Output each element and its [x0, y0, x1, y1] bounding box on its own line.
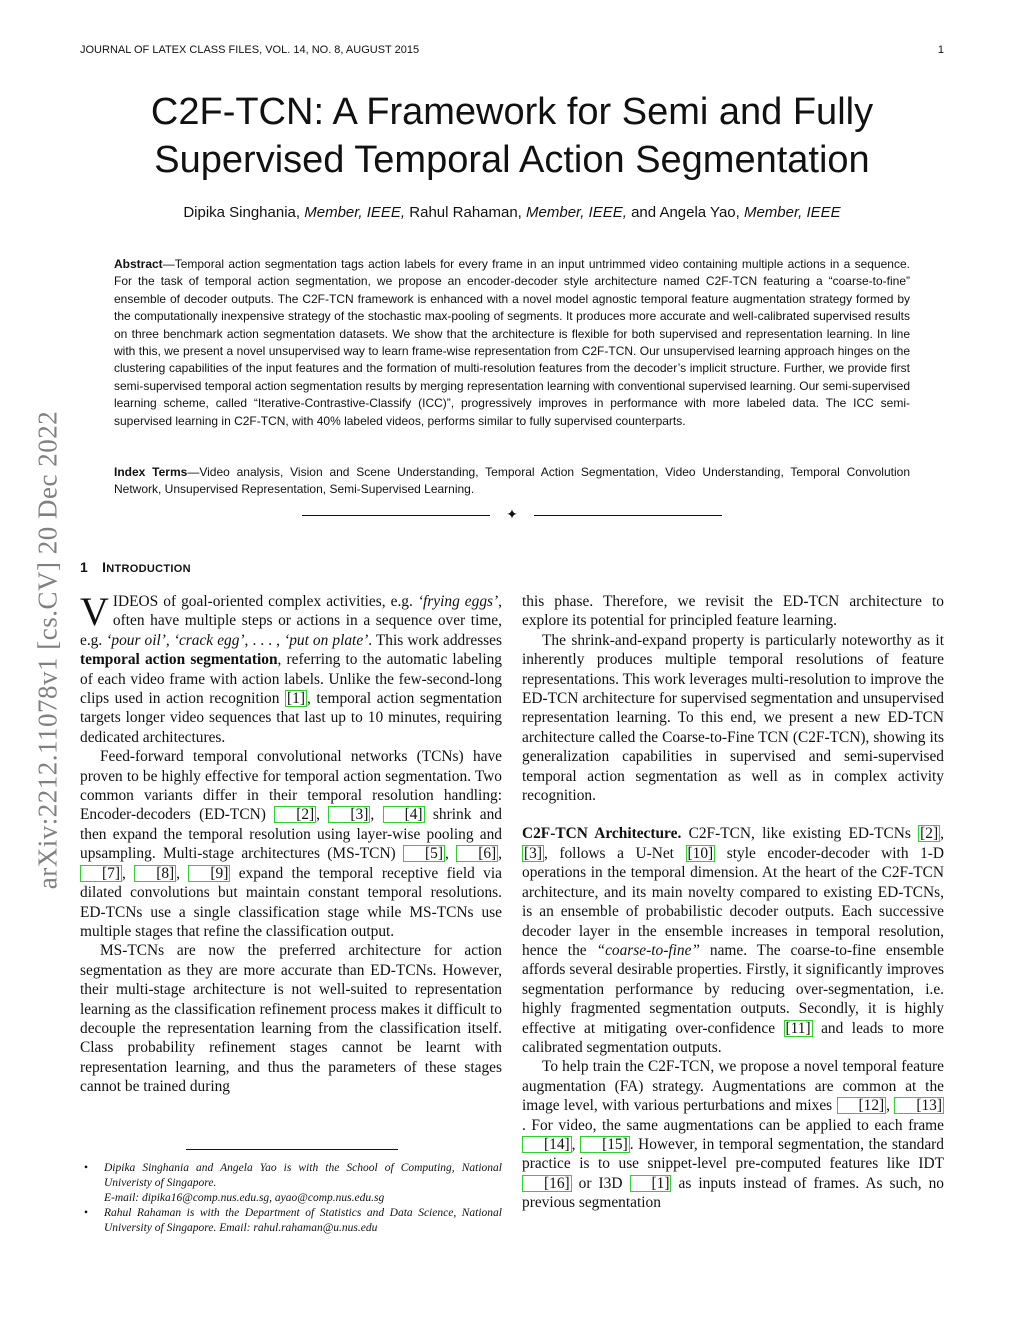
- author-list: [60, 204, 964, 221]
- citation-link[interactable]: [9]: [188, 865, 230, 882]
- footnotes: [80, 1161, 502, 1236]
- paragraph: The shrink-and-expand property is particularly noteworthy as it inherently produces multiple temporal resolutions of feature representations. This work leverages multi-resolution to improve the ED-TCN architecture for supervised segmentation and unsupervised representation learning. To this end, we present a new ED-TCN architecture called the Coarse-to-Fine TCN (C2F-TCN), showing its generalization capabilities in supervised and semi-supervised temporal action segmentation as well as in complex activity recognition.: [522, 631, 945, 805]
- citation-link[interactable]: [13]: [894, 1097, 944, 1114]
- citation-link[interactable]: [12]: [837, 1097, 887, 1114]
- journal-title: JOURNAL OF LATEX CLASS FILES, VOL. 14, NO. 8, AUGUST 2015: [80, 44, 420, 56]
- arxiv-stamp[interactable]: arXiv:2212.11078v1 [cs.CV] 20 Dec 2022: [32, 410, 63, 890]
- citation-link[interactable]: [3]: [524, 844, 542, 862]
- footnote-email-1[interactable]: E-mail: dipika16@comp.nus.edu.sg, ayao@comp.nus.edu.sg: [104, 1192, 385, 1204]
- citation-link[interactable]: [3]: [328, 806, 370, 823]
- footnote-affiliation-1: Dipika Singhania and Angela Yao is with the School of Computing, National Univeristy of Singapore.: [104, 1162, 502, 1189]
- citation-link[interactable]: [15]: [580, 1136, 630, 1153]
- citation-link[interactable]: [14]: [522, 1136, 572, 1153]
- title-line-2: Supervised Temporal Action Segmentation: [154, 139, 870, 181]
- footnote-rule: [186, 1149, 398, 1150]
- section-heading-introduction: [80, 559, 191, 575]
- paper-title: [60, 88, 964, 184]
- footnote-item: [80, 1206, 502, 1236]
- index-terms: [114, 464, 910, 499]
- abstract-label: Abstract: [114, 257, 163, 271]
- paragraph: this phase. Therefore, we revisit the ED-TCN architecture to explore its potential for principled feature learning.: [522, 593, 944, 630]
- divider-diamond-icon: ✦: [506, 508, 518, 523]
- drop-cap: V: [80, 589, 109, 634]
- abstract-text: —Temporal action segmentation tags action labels for every frame in an input untrimmed video containing multiple actions in a sequence. For the task of temporal action segmentation, we propose an encoder-decoder style architecture named C2F-TCN featuring a “coarse-to-fine” ensemble of decoder outputs. The C2F-TCN framework is enhanced with a novel model agnostic temporal feature augmentation strategy formed by the computationally inexpensive strategy of the stochastic max-pooling of segments. It produces more accurate and well-calibrated supervised results on three benchmark action segmentation datasets. We show that the architecture is flexible for both supervised and representation learning. In line with this, we present a novel unsupervised way to learn frame-wise representation from C2F-TCN. Our unsupervised learning approach hinges on the clustering capabilities of the input features and the formation of multi-resolution features from the decoder’s implicit structure. Further, we provide first semi-supervised temporal action segmentation results by merging representation learning with conventional supervised learning. Our semi-supervised learning scheme, called “Iterative-Contrastive-Classify (ICC)”, progressively improves in performance with more labeled data. The ICC semi-supervised learning in C2F-TCN, with 40% labeled videos, performs similar to fully supervised counterparts.: [114, 257, 910, 428]
- citation-link[interactable]: [4]: [383, 806, 425, 823]
- section-divider: [302, 508, 722, 524]
- abstract: [114, 256, 910, 430]
- citation-link[interactable]: [10]: [687, 844, 714, 862]
- citation-link[interactable]: [2]: [274, 806, 316, 823]
- author-3-role: Member, IEEE: [743, 204, 841, 221]
- left-column: [80, 589, 503, 1097]
- index-terms-label: Index Terms: [114, 465, 188, 479]
- citation-link[interactable]: [5]: [403, 845, 445, 862]
- paragraph: MS-TCNs are now the preferred architecture for action segmentation as they are more accurate than ED-TCNs. However, their multi-stage architecture is not well-suited to representation learning as the classification refinement process makes it difficult to decouple the representation learning from the classification itself. Class probability refinement stages cannot be learnt with representation learning, and thus the parameters of these stages cannot be trained during: [80, 942, 502, 1096]
- index-terms-text: —Video analysis, Vision and Scene Understanding, Temporal Action Segmentation, Video Understanding, Temporal Convolution Network, Unsupervised Representation, Semi-Supervised Learning.: [114, 465, 910, 497]
- author-2: Rahul Rahaman,: [409, 204, 522, 221]
- citation-link[interactable]: [11]: [785, 1019, 811, 1037]
- section-number: 1: [80, 559, 89, 575]
- citation-link[interactable]: [6]: [456, 845, 498, 862]
- section-title-rest: NTRODUCTION: [106, 563, 191, 575]
- footnote-item: [80, 1161, 502, 1206]
- citation-link[interactable]: [1]: [630, 1175, 672, 1192]
- paragraph: VIDEOS of goal-oriented complex activities, e.g. ‘frying eggs’, often have multiple steps or actions in a sequence over time, e.g. ‘pour oil’, ‘crack egg’, . . . , ‘put on plate’. This work addresses temporal action segmentation, referring to the automatic labeling of each video frame with action labels. Unlike the few-second-long clips used in action recognition [1] , temporal action segmentation targets longer video sequences that last up to 10 minutes, requiring dedicated architectures.: [80, 589, 503, 746]
- right-column: [522, 592, 944, 1213]
- citation-link[interactable]: [16]: [522, 1175, 572, 1192]
- running-header: [80, 44, 944, 62]
- author-1-role: Member, IEEE,: [304, 204, 406, 221]
- arxiv-sidebar: [28, 350, 68, 950]
- author-3: and Angela Yao,: [631, 204, 740, 221]
- paragraph-gap: [522, 805, 944, 824]
- citation-link[interactable]: [2]: [920, 825, 939, 843]
- page-number: 1: [937, 44, 944, 56]
- divider-line-right: [534, 515, 722, 516]
- footnote-affiliation-2[interactable]: Rahul Rahaman is with the Department of Statistics and Data Science, National University of Singapore. Email: rahul.rahaman@u.nus.edu: [104, 1207, 502, 1234]
- author-2-role: Member, IEEE,: [526, 204, 627, 221]
- author-1: Dipika Singhania,: [183, 204, 301, 221]
- run-in-heading: C2F-TCN Architecture.: [522, 825, 682, 843]
- citation-link[interactable]: [8]: [134, 865, 176, 882]
- bullet-icon: •: [84, 1207, 89, 1219]
- citation-link[interactable]: [1]: [287, 690, 305, 708]
- bullet-icon: •: [84, 1162, 89, 1174]
- section-first-letter: I: [102, 559, 107, 575]
- paragraph: C2F-TCN Architecture. C2F-TCN, like existing ED-TCNs [2] , [3] , follows a U-Net [10] style encoder-decoder with 1-D operations in the temporal dimension. At the heart of the C2F-TCN architecture, and its main novelty compared to existing ED-TCNs, is an ensemble of probabilistic decoder outputs. Each successive decoder layer in the ensemble increases in temporal resolution, hence the “coarse-to-fine” name. The coarse-to-fine ensemble affords several desirable properties. Firstly, it significantly improves segmentation performance by reducing over-segmentation, i.e. highly fragmented segmentation outputs. Secondly, it is highly effective at mitigating over-confidence [11] and leads to more calibrated segmentation outputs.: [522, 825, 945, 1056]
- paragraph: Feed-forward temporal convolutional networks (TCNs) have proven to be highly effective for temporal action segmentation. Two common variants differ in their temporal resolution handling: Encoder-decoders (ED-TCN) [2] , [3] , [4] shrink and then expand the temporal resolution using layer-wise pooling and upsampling. Multi-stage architectures (MS-TCN) [5] , [6] , [7] , [8] , [9] expand the temporal receptive field via dilated convolutions but maintain constant temporal resolutions. ED-TCNs use a single classification stage while MS-TCNs use multiple stages that refine the classification output.: [80, 748, 502, 940]
- paragraph: To help train the C2F-TCN, we propose a novel temporal feature augmentation (FA) strategy. Augmentations are common at the image level, with various perturbations and mixes [12] , [13]. For video, the same augmentations can be applied to each frame [14] , [15] . However, in temporal segmentation, the standard practice is to use snippet-level pre-computed features like IDT [16] or I3D [1] as inputs instead of frames. As such, no previous segmentation: [522, 1058, 944, 1212]
- title-line-1: C2F-TCN: A Framework for Semi and Fully: [150, 91, 874, 133]
- divider-line-left: [302, 515, 490, 516]
- citation-link[interactable]: [7]: [80, 865, 122, 882]
